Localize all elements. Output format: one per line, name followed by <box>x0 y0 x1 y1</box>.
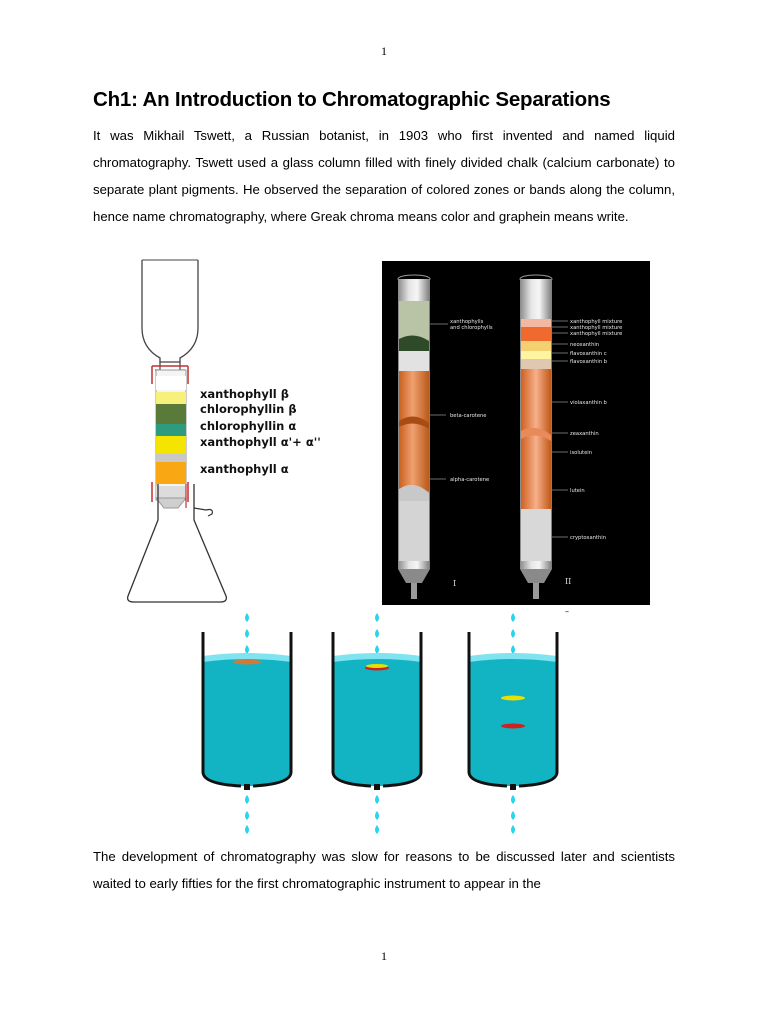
beaker-1 <box>203 613 291 834</box>
intro-paragraph: It was Mikhail Tswett, a Russian botanist, in 1903 who first invented and named liquid chromatography. Tswett used a glass column filled with finely divided chalk (calcium carbonate) to separate plant pigments. He observed the separation of colored zones or bands along the column, hence name chromatography, where Greak chroma means color and graphein means write. <box>93 128 675 224</box>
band-4 <box>156 436 186 454</box>
sample-band-red-separated <box>501 724 525 729</box>
beaker-2 <box>333 613 421 834</box>
band-label-5: xanthophyll α <box>200 462 289 476</box>
band-1 <box>156 392 186 404</box>
chapter-title: Ch1: An Introduction to Chromatographic Separations <box>93 88 611 111</box>
column-I <box>398 275 430 599</box>
column-I-label-4: alpha-carotene <box>450 477 490 483</box>
column-II-label-4: neoxanthin <box>570 342 600 348</box>
band-label-3: chlorophyllin α <box>200 419 297 433</box>
band-labels <box>200 387 321 476</box>
column-II-label-2: xanthophyll mixture <box>570 325 623 331</box>
column-I-label-1: xanthophylls <box>450 319 484 325</box>
column-II-label-11: cryptoxanthin <box>570 535 606 541</box>
band-5 <box>156 462 186 484</box>
elution-beakers-figure <box>195 612 565 838</box>
column-II-label-3: xanthophyll mixture <box>570 331 623 337</box>
page-number-bottom: 1 <box>381 949 387 963</box>
column-II <box>520 275 552 599</box>
sample-band-mixed <box>233 660 261 665</box>
page-number-top: 1 <box>381 44 387 58</box>
column-II-label-8: zeaxanthin <box>570 431 599 437</box>
column-I-label-3: beta-carotene <box>450 413 487 419</box>
tswett-column-figure <box>120 258 350 608</box>
pigment-bands <box>156 392 186 484</box>
band-label-1: xanthophyll β <box>200 387 289 401</box>
column-II-label-7: violaxanthin b <box>570 400 607 406</box>
band-label-4: xanthophyll α'+ α'' <box>200 435 321 449</box>
reservoir-outline <box>142 260 198 362</box>
band-3 <box>156 424 186 436</box>
column-II-label-5: flavoxanthin c <box>570 351 607 357</box>
roman-numeral-II: II <box>565 577 572 586</box>
development-paragraph: The development of chromatography was slow for reasons to be discussed later and scientists waited to early fifties for the first chromatographic instrument to appear in the <box>93 849 675 891</box>
band-label-2: chlorophyllin β <box>200 402 297 416</box>
flask-side-arm <box>194 508 212 516</box>
sample-band-yellow-start <box>366 664 388 668</box>
column-II-label-6: flavoxanthin b <box>570 359 608 365</box>
column-II-label-9: isolutein <box>570 450 593 456</box>
stray-mark: – <box>565 607 569 616</box>
column-photo-figure <box>382 261 650 616</box>
column-II-label-1: xanthophyll mixture <box>570 319 623 325</box>
roman-numeral-I: I <box>453 579 457 588</box>
column-II-label-10: lutein <box>570 488 585 494</box>
band-2 <box>156 404 186 424</box>
column-I-label-2: and chlorophylls <box>450 325 493 331</box>
sample-band-yellow-separated <box>501 696 525 701</box>
